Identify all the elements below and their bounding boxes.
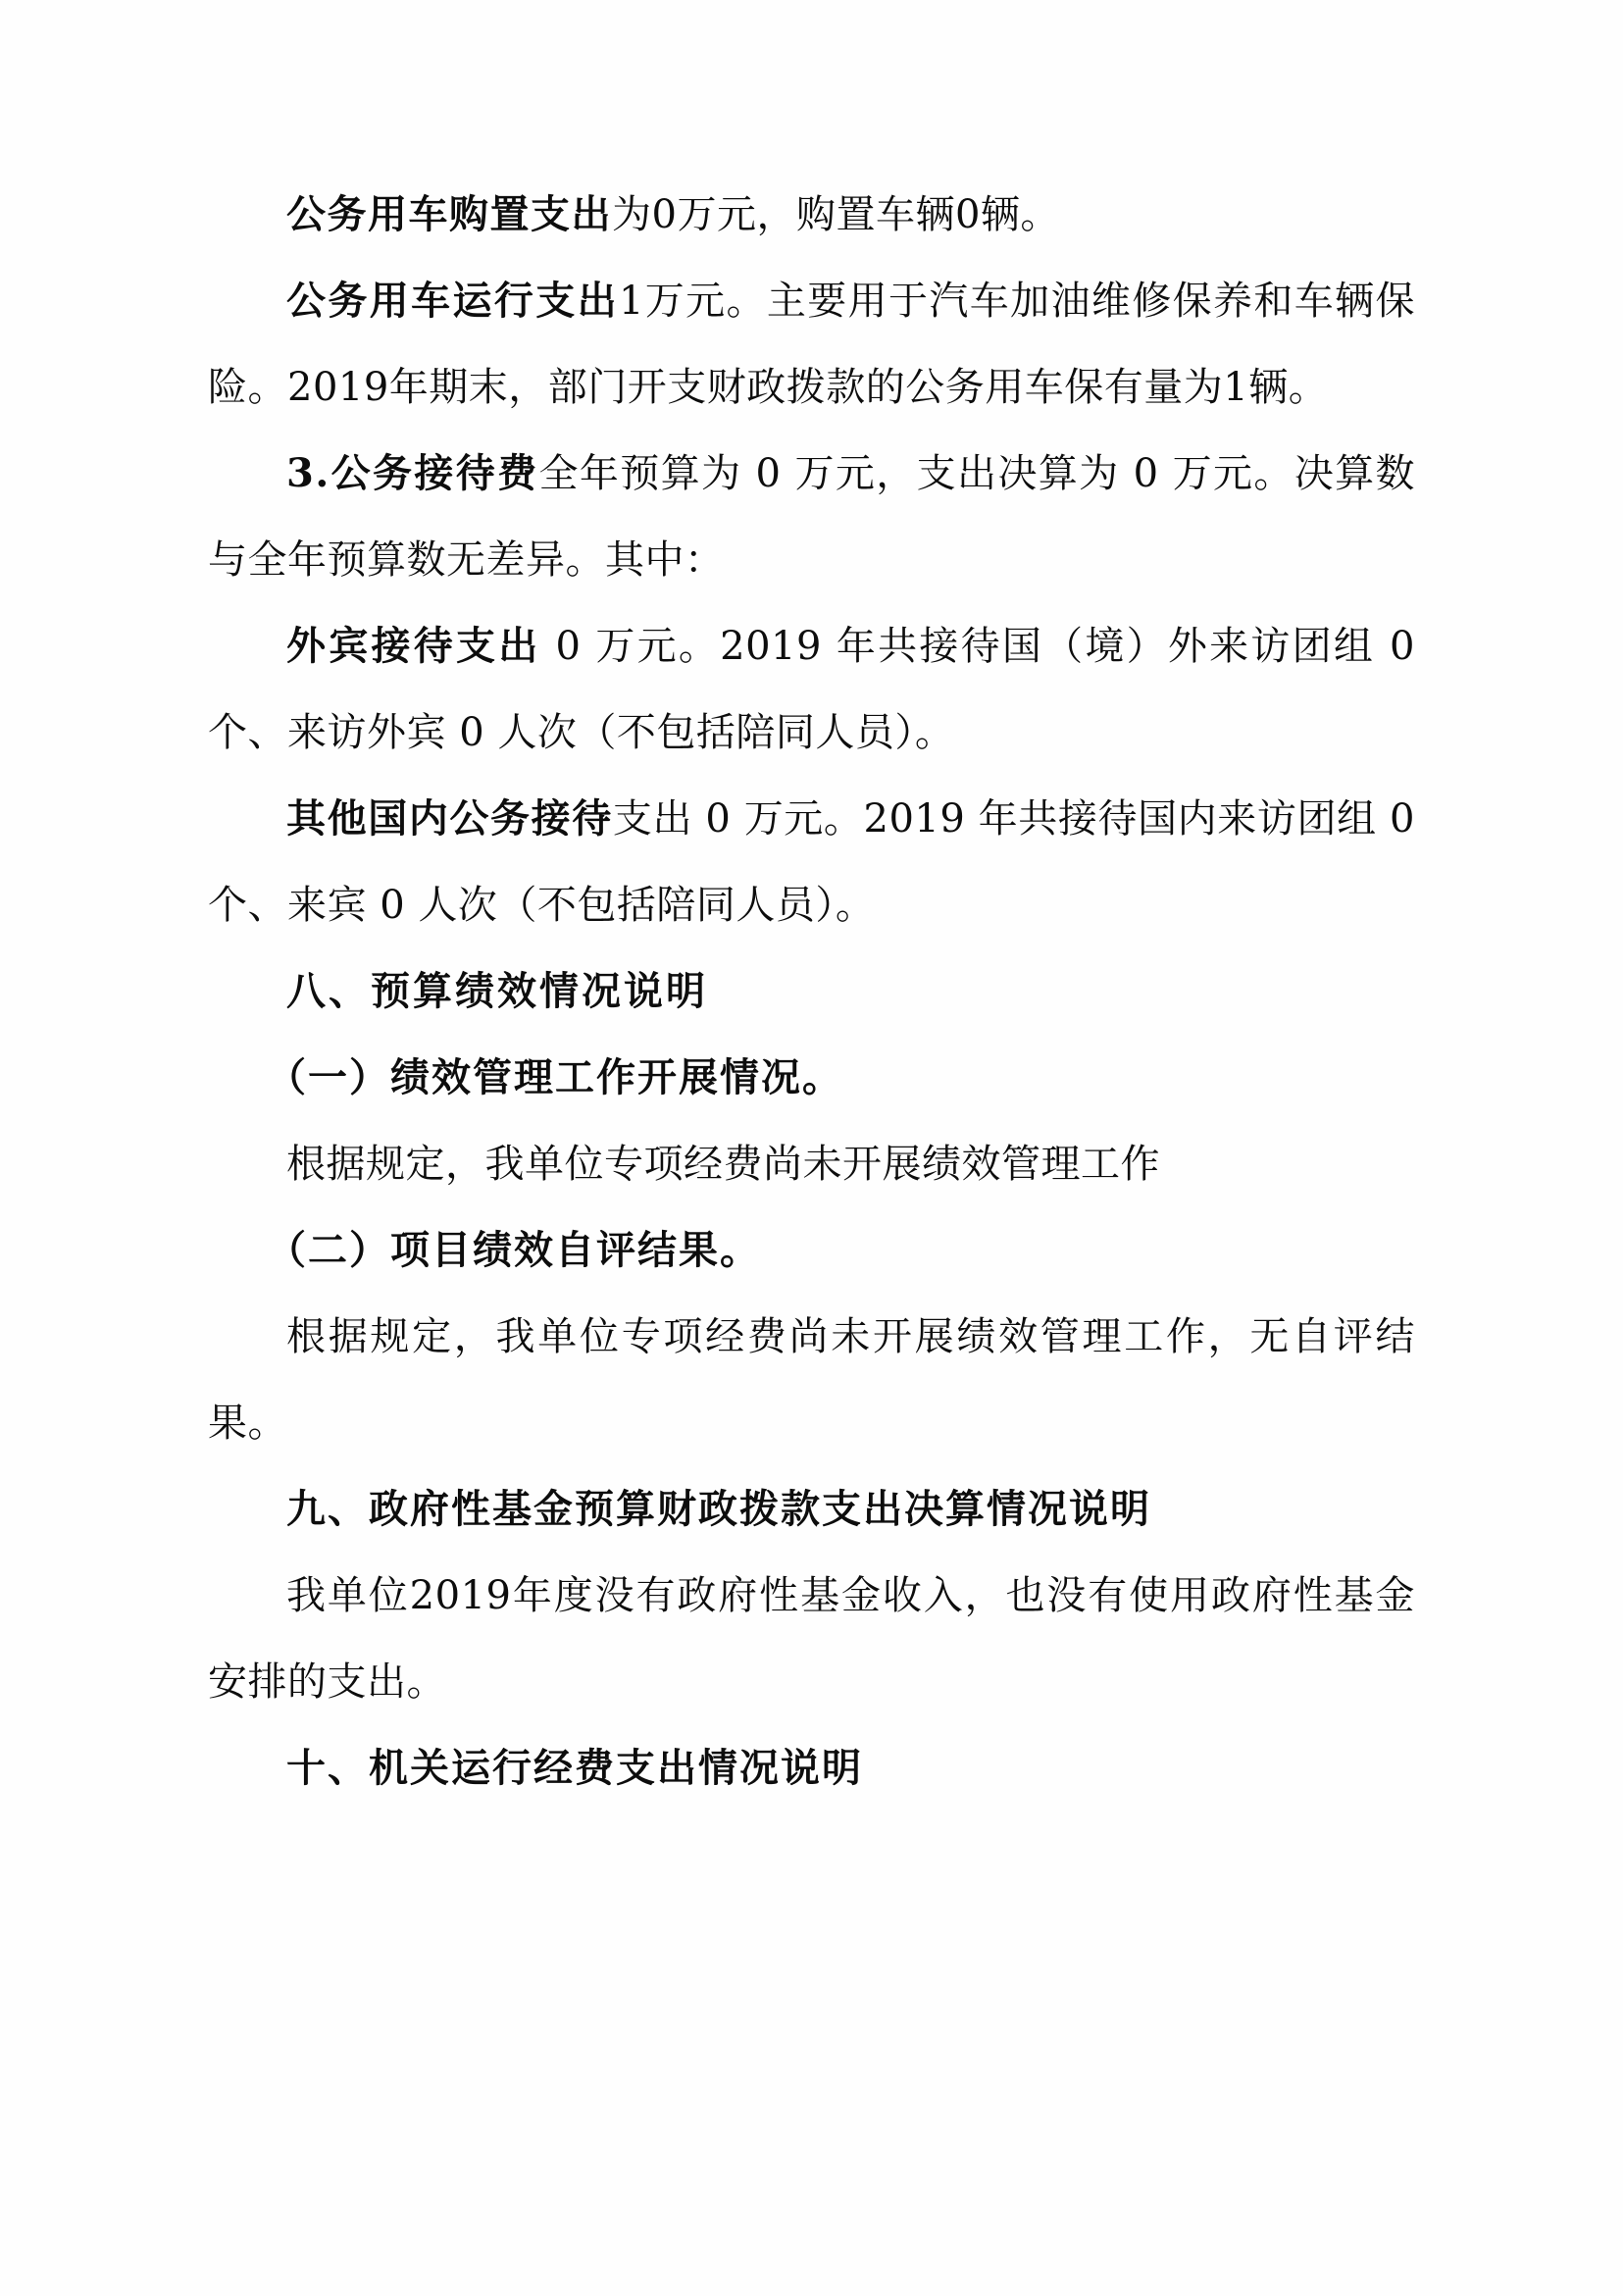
page-bottom-whitespace bbox=[208, 1811, 1415, 2223]
lead-vehicle-operation: 公务用车运行支出 bbox=[286, 278, 619, 324]
subheading-performance-management: （一）绩效管理工作开展情况。 bbox=[267, 1054, 843, 1100]
paragraph-performance-management-body: 根据规定，我单位专项经费尚未开展绩效管理工作 bbox=[286, 1142, 1160, 1187]
paragraph-project-self-evaluation-body: 根据规定，我单位专项经费尚未开展绩效管理工作，无自评结果。 bbox=[208, 1314, 1415, 1446]
text-domestic-reception: 支出 0 万元。2019 年共接待国内来访团组 0 个、来宾 0 人次（不包括陪同人员）。 bbox=[208, 796, 1415, 928]
subheading-project-self-evaluation: （二）项目绩效自评结果。 bbox=[267, 1227, 761, 1273]
paragraph-vehicle-purchase bbox=[208, 172, 1415, 258]
heading-agency-operating-expenses: 十、机关运行经费支出情况说明 bbox=[286, 1745, 863, 1791]
paragraph-foreign-guest-reception bbox=[208, 603, 1415, 776]
text-official-reception: 全年预算为 0 万元，支出决算为 0 万元。决算数与全年预算数无差异。其中： bbox=[208, 451, 1415, 583]
lead-vehicle-purchase: 公务用车购置支出 bbox=[286, 191, 612, 237]
lead-official-reception: 3.公务接待费 bbox=[286, 450, 539, 496]
document-body bbox=[208, 172, 1415, 2223]
paragraph-government-fund-body: 我单位2019年度没有政府性基金收入，也没有使用政府性基金安排的支出。 bbox=[208, 1573, 1415, 1705]
heading-government-fund-budget: 九、政府性基金预算财政拨款支出决算情况说明 bbox=[286, 1486, 1151, 1532]
text-foreign-guest-reception: 0 万元。2019 年共接待国（境）外来访团组 0 个、来访外宾 0 人次（不包括陪同人员）。 bbox=[208, 624, 1416, 755]
heading-budget-performance: 八、预算绩效情况说明 bbox=[286, 968, 708, 1014]
text-vehicle-operation: 1万元。主要用于汽车加油维修保养和车辆保险。2019年期末，部门开支财政拨款的公务用车保有量为1辆。 bbox=[208, 279, 1416, 410]
paragraph-vehicle-operation bbox=[208, 258, 1415, 431]
paragraph-domestic-reception bbox=[208, 776, 1415, 948]
lead-foreign-guest-reception: 外宾接待支出 bbox=[286, 623, 541, 669]
paragraph-official-reception bbox=[208, 431, 1415, 603]
lead-domestic-reception: 其他国内公务接待 bbox=[286, 795, 613, 842]
text-vehicle-purchase: 为0万元，购置车辆0辆。 bbox=[612, 192, 1060, 237]
